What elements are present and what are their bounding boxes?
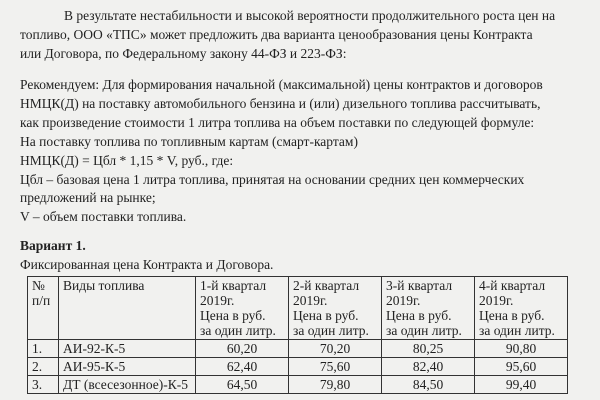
q4-line3: Цена в руб. — [479, 308, 545, 323]
price-cell: 70,20 — [289, 340, 382, 358]
price-cell: 90,80 — [475, 340, 568, 358]
price-table — [27, 276, 568, 394]
q3-line2: 2019г. — [386, 293, 421, 308]
q4-line1: 4-й квартал — [479, 278, 546, 293]
price-cell: 80,25 — [382, 340, 475, 358]
para2-line1: Рекомендуем: Для формирования начальной (максимальной) цены контрактов и договоров — [20, 77, 543, 92]
para2-line2: НМЦК(Д) на поставку автомобильного бензина и (или) дизельного топлива рассчитывать, — [20, 96, 541, 111]
para2-line6: Цбл – базовая цена 1 литра топлива, принятая на основании средних цен коммерческих — [20, 172, 525, 187]
table-header-row — [28, 277, 568, 340]
formula-line: НМЦК(Д) = Цбл * 1,15 * V, руб., где: — [20, 153, 234, 168]
price-cell: 84,50 — [382, 376, 475, 394]
q2-line3: Цена в руб. — [293, 308, 359, 323]
row-fuel: ДТ (всесезонное)-К-5 — [59, 376, 196, 394]
q3-line4: за один литр. — [386, 323, 462, 338]
variant-subtitle: Фиксированная цена Контракта и Договора. — [20, 257, 274, 272]
q3-line1: 3-й квартал — [386, 278, 453, 293]
row-number: 1. — [28, 340, 59, 358]
row-fuel: АИ-95-К-5 — [59, 358, 196, 376]
q2-line2: 2019г. — [293, 293, 328, 308]
table-row — [28, 358, 568, 376]
q1-line4: за один литр. — [200, 323, 276, 338]
para1-line3: или Договора, по Федеральному закону 44-ФЗ и 223-ФЗ: — [20, 46, 347, 61]
para2-line4: На поставку топлива по топливным картам (смарт-картам) — [20, 134, 358, 149]
price-cell: 75,60 — [289, 358, 382, 376]
row-number: 2. — [28, 358, 59, 376]
price-cell: 62,40 — [196, 358, 289, 376]
para1-line2: топливо, ООО «ТПС» может предложить два варианта ценообразования цены Контракта — [20, 27, 533, 42]
para2-line7: предложений на рынке; — [20, 190, 156, 205]
header-number-line1: № — [32, 278, 45, 293]
header-q4 — [475, 277, 568, 340]
table-row — [28, 340, 568, 358]
header-number-line2: п/п — [32, 293, 51, 308]
price-cell: 64,50 — [196, 376, 289, 394]
price-cell: 60,20 — [196, 340, 289, 358]
price-cell: 82,40 — [382, 358, 475, 376]
q4-line2: 2019г. — [479, 293, 514, 308]
q3-line3: Цена в руб. — [386, 308, 452, 323]
q2-line4: за один литр. — [293, 323, 369, 338]
header-q1 — [196, 277, 289, 340]
q1-line1: 1-й квартал — [200, 278, 267, 293]
price-cell: 95,60 — [475, 358, 568, 376]
row-fuel: АИ-92-К-5 — [59, 340, 196, 358]
price-cell: 79,80 — [289, 376, 382, 394]
para1-line1: В результате нестабильности и высокой вероятности продолжительного роста цен на — [64, 8, 556, 23]
para2-line8: V – объем поставки топлива. — [20, 209, 187, 224]
header-q3 — [382, 277, 475, 340]
table-row — [28, 376, 568, 394]
header-number — [28, 277, 59, 340]
q1-line3: Цена в руб. — [200, 308, 266, 323]
para2-line3: как произведение стоимости 1 литра топлива на объем поставки по следующей формуле: — [20, 115, 535, 130]
variant-title: Вариант 1. — [20, 238, 86, 253]
header-fuel: Виды топлива — [59, 277, 196, 340]
row-number: 3. — [28, 376, 59, 394]
header-q2 — [289, 277, 382, 340]
q2-line1: 2-й квартал — [293, 278, 360, 293]
q1-line2: 2019г. — [200, 293, 235, 308]
q4-line4: за один литр. — [479, 323, 555, 338]
price-cell: 99,40 — [475, 376, 568, 394]
